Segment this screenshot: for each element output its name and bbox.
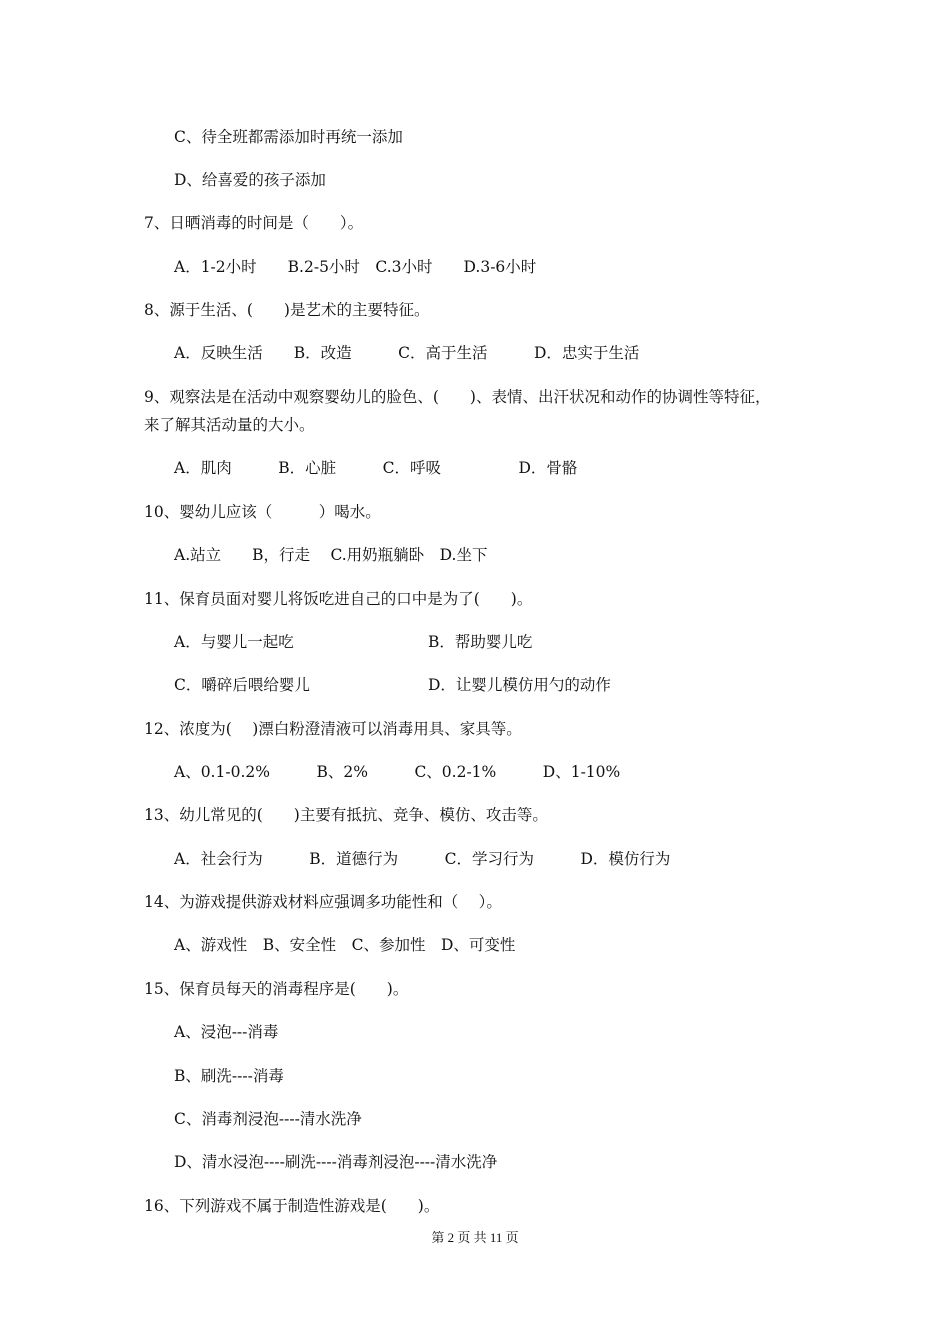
option-line: D、给喜爱的孩子添加 (174, 171, 326, 189)
option-line: C、待全班都需添加时再统一添加 (174, 128, 403, 146)
question-15: 15、保育员每天的消毒程序是( )。 (144, 980, 409, 998)
options-10: A.站立 B，行走 C.用奶瓶躺卧 D.坐下 (174, 546, 488, 564)
option-11-a: A．与婴儿一起吃 (174, 633, 294, 651)
option-15-a: A、浸泡---消毒 (174, 1023, 279, 1041)
option-11-d: D．让婴儿模仿用勺的动作 (428, 676, 611, 694)
question-9-continued: 来了解其活动量的大小。 (144, 416, 315, 434)
question-16: 16、下列游戏不属于制造性游戏是( )。 (144, 1197, 440, 1215)
question-11: 11、保育员面对婴儿将饭吃进自己的口中是为了( )。 (144, 590, 533, 608)
option-15-b: B、刷洗----消毒 (174, 1067, 284, 1085)
options-8: A．反映生活 B．改造 C．高于生活 D．忠实于生活 (174, 344, 640, 362)
question-7: 7、日晒消毒的时间是（ ）。 (144, 214, 364, 232)
question-13: 13、幼儿常见的( )主要有抵抗、竞争、模仿、攻击等。 (144, 806, 548, 824)
options-13: A．社会行为 B．道德行为 C．学习行为 D．模仿行为 (174, 850, 671, 868)
option-11-b: B．帮助婴儿吃 (428, 633, 533, 651)
options-9: A．肌肉 B．心脏 C．呼吸 D．骨骼 (174, 459, 578, 477)
option-11-c: C．嚼碎后喂给婴儿 (174, 676, 310, 694)
options-7: A．1-2小时 B.2-5小时 C.3小时 D.3-6小时 (174, 258, 537, 276)
page-footer: 第 2 页 共 11 页 (431, 1230, 519, 1245)
options-14: A、游戏性 B、安全性 C、参加性 D、可变性 (174, 936, 516, 954)
question-12: 12、浓度为( )漂白粉澄清液可以消毒用具、家具等。 (144, 720, 522, 738)
question-9: 9、观察法是在活动中观察婴幼儿的脸色、( )、表情、出汗状况和动作的协调性等特征， (144, 388, 771, 406)
question-10: 10、婴幼儿应该（ ）喝水。 (144, 503, 381, 521)
question-8: 8、源于生活、( )是艺术的主要特征。 (144, 301, 430, 319)
option-15-c: C、消毒剂浸泡----清水洗净 (174, 1110, 362, 1128)
option-15-d: D、清水浸泡----刷洗----消毒剂浸泡----清水洗净 (174, 1153, 498, 1171)
question-14: 14、为游戏提供游戏材料应强调多功能性和（ ）。 (144, 893, 502, 911)
options-12: A、0.1-0.2% B、2% C、0.2-1% D、1-10% (174, 763, 621, 781)
